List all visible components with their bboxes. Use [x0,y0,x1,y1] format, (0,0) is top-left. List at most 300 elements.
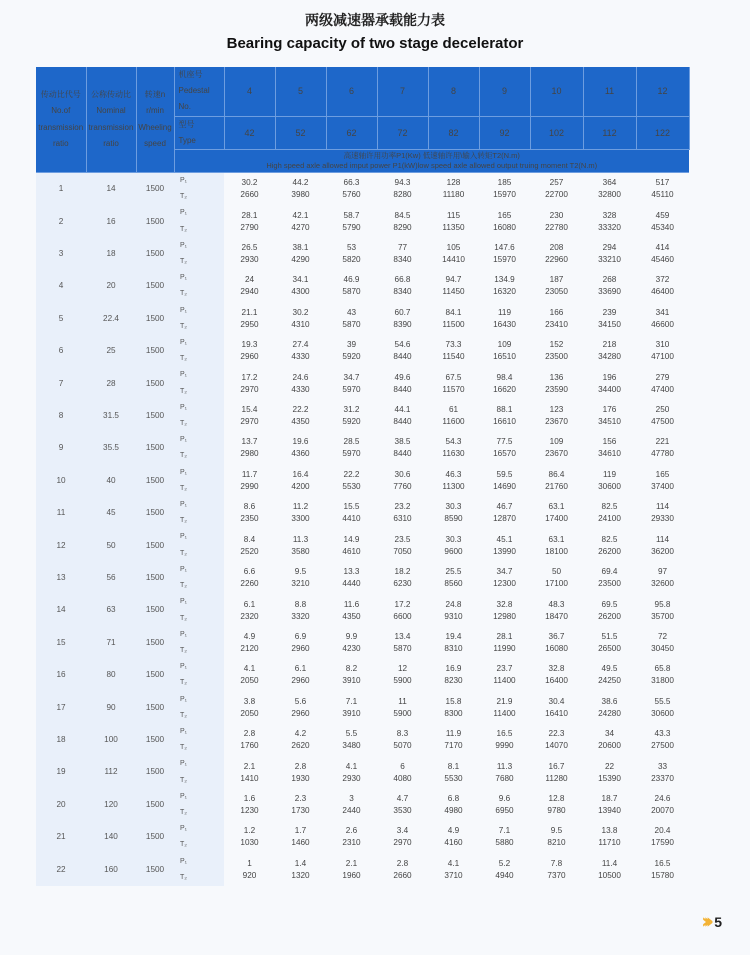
speed-cell: 1500 [136,173,174,206]
p1-value: 115 [446,210,461,220]
t2-label: T₂ [174,513,224,529]
p1-value: 1.7 [294,826,307,836]
p1-label: P₁ [174,173,224,190]
t2-value: 5790 [342,222,361,232]
t2-value: 5070 [393,741,412,751]
t2-value: 26200 [598,546,621,556]
table-row [36,367,689,383]
t2-value: 2960 [291,643,310,653]
nominal-ratio-cell: 16 [86,205,136,237]
p1-label: P₁ [174,465,224,481]
t2-value: 4080 [393,773,412,783]
pedestal-cell: 12 [636,67,689,116]
t2-value: 23370 [651,773,674,783]
p1-value: 4.2 [294,729,307,739]
ratio-no-cell: 12 [36,529,86,561]
p1-value: 28.1 [241,210,258,220]
t2-value: 22700 [545,190,568,200]
t2-value: 6230 [393,579,412,589]
p1-value: 11.3 [496,761,513,771]
pedestal-label-en: Pedestal No. [178,86,210,112]
t2-value: 4230 [342,643,361,653]
t2-label: T₂ [174,643,224,659]
nominal-ratio-cell: 112 [86,756,136,788]
p1-label: P₁ [174,562,224,578]
p1-value: 54.6 [394,340,411,350]
t2-value: 3910 [342,676,361,686]
t2-value: 3580 [291,546,310,556]
p1-value: 30.2 [241,178,258,188]
t2-value: 8210 [547,838,566,848]
p1-value: 11.7 [241,469,258,479]
p1-value: 20.4 [654,826,671,836]
t2-value: 6600 [393,611,412,621]
p1-value: 13.3 [343,567,360,577]
t2-value: 46400 [651,287,674,297]
nominal-ratio-cell: 100 [86,724,136,756]
t2-value: 24280 [598,708,621,718]
type-label-cn: 型号 [178,119,195,129]
p1-value: 4.1 [447,858,460,868]
t2-value: 16410 [545,708,568,718]
p1-value: 30.6 [394,469,411,479]
p1-value: 147.6 [494,243,515,253]
ratio-no-cell: 20 [36,789,86,821]
p1-value: 4.1 [243,664,256,674]
speed-cell: 1500 [136,270,174,302]
type-label [174,116,224,149]
t2-value: 1030 [240,838,259,848]
p1-label: P₁ [174,205,224,221]
t2-label: T₂ [174,611,224,627]
chevron-right-icon: ››› [701,909,708,933]
p1-value: 58.7 [343,210,360,220]
p1-value: 44.2 [292,178,309,188]
p1-label: P₁ [174,594,224,610]
ratio-no-cell: 9 [36,432,86,464]
table-row [36,756,689,772]
t2-value: 16080 [493,222,516,232]
p1-value: 23.7 [496,664,513,674]
p1-value: 27.4 [292,340,309,350]
t2-value: 23500 [545,352,568,362]
t2-value: 5870 [393,643,412,653]
p1-value: 185 [497,178,512,188]
type-cell: 52 [275,116,326,149]
p1-value: 38.5 [394,437,411,447]
t2-value: 5920 [342,417,361,427]
t2-value: 12980 [493,611,516,621]
p1-value: 6.1 [243,599,256,609]
t2-value: 8230 [444,676,463,686]
table-row [36,659,689,675]
speed-cell: 1500 [136,756,174,788]
p1-value: 7.8 [550,858,563,868]
speed-cell: 1500 [136,335,174,367]
p1-value: 63.1 [548,502,565,512]
t2-label: T₂ [174,740,224,756]
t2-value: 30600 [598,481,621,491]
p1-label: P₁ [174,659,224,675]
p1-value: 294 [602,243,617,253]
units-note-en: High speed axle allowed imput power P1(kW)low speed axle allowed output truing moment T2(N.m) [266,161,598,171]
p1-value: 328 [602,210,617,220]
ratio-no-cell: 2 [36,205,86,237]
t2-label: T₂ [174,773,224,789]
t2-value: 8340 [393,255,412,265]
ratio-no-cell: 18 [36,724,86,756]
p1-value: 61 [448,405,459,415]
t2-value: 9310 [444,611,463,621]
t2-value: 33210 [598,255,621,265]
p1-value: 54.3 [445,437,462,447]
p1-value: 21.1 [241,307,258,317]
p1-label: P₁ [174,529,224,545]
p1-value: 250 [655,405,670,415]
t2-value: 34150 [598,319,621,329]
t2-value: 2120 [240,643,259,653]
t2-value: 11630 [442,449,465,459]
p1-value: 3.4 [396,826,409,836]
p1-value: 66.3 [343,178,360,188]
type-cell: 82 [428,116,479,149]
p1-value: 86.4 [548,469,565,479]
table-body [36,173,689,886]
p1-value: 119 [602,469,617,479]
t2-value: 2970 [240,384,259,394]
table-row [36,692,689,708]
p1-value: 97 [657,567,668,577]
nominal-ratio-cell: 80 [86,659,136,691]
p1-value: 13.7 [241,437,258,447]
p1-value: 2.1 [243,761,256,771]
nominal-ratio-cell: 14 [86,173,136,206]
type-cell: 62 [326,116,377,149]
table-row [36,724,689,740]
p1-value: 24 [244,275,255,285]
t2-value: 24250 [598,676,621,686]
t2-value: 5880 [495,838,514,848]
p1-value: 8.4 [243,534,256,544]
t2-value: 11600 [442,417,465,427]
ratio-no-header [36,67,86,173]
speed-cell: 1500 [136,724,174,756]
t2-value: 2970 [393,838,412,848]
p1-value: 15.4 [241,405,258,415]
type-label-en: Type [178,135,196,145]
table-row [36,497,689,513]
speed-cell: 1500 [136,367,174,399]
p1-value: 4.1 [345,761,358,771]
t2-value: 17400 [545,514,568,524]
table-row [36,205,689,221]
t2-label: T₂ [174,870,224,886]
nominal-ratio-cell: 28 [86,367,136,399]
t2-value: 2350 [240,514,259,524]
p1-value: 187 [549,275,564,285]
p1-value: 73.3 [445,340,462,350]
pedestal-cell: 6 [326,67,377,116]
t2-value: 16570 [493,449,516,459]
t2-value: 7370 [547,870,566,880]
t2-value: 5900 [393,708,412,718]
t2-value: 11570 [442,384,465,394]
p1-value: 4.9 [243,631,256,641]
t2-value: 47400 [651,384,674,394]
t2-value: 1410 [240,773,259,783]
p1-value: 1.2 [243,826,256,836]
t2-value: 13940 [598,805,621,815]
t2-value: 3320 [291,611,310,621]
t2-value: 920 [242,870,257,880]
p1-value: 11 [398,696,407,706]
p1-value: 30.3 [445,502,462,512]
p1-value: 414 [655,243,670,253]
p1-value: 341 [655,307,670,317]
p1-label: P₁ [174,432,224,448]
t2-value: 8310 [444,643,463,653]
p1-value: 6.1 [294,664,307,674]
pedestal-cell: 10 [530,67,583,116]
p1-value: 50 [551,567,562,577]
units-note [174,150,689,173]
p1-value: 46.3 [445,469,462,479]
p1-value: 2.3 [294,793,307,803]
p1-label: P₁ [174,854,224,870]
t2-value: 30600 [651,708,674,718]
t2-value: 4350 [342,611,361,621]
t2-value: 14070 [545,741,568,751]
t2-value: 2950 [240,319,259,329]
t2-value: 2960 [291,676,310,686]
p1-value: 230 [549,210,564,220]
t2-value: 8340 [393,287,412,297]
p1-value: 69.4 [601,567,618,577]
ratio-no-cell: 3 [36,238,86,270]
p1-value: 19.4 [445,631,462,641]
t2-value: 16400 [545,676,568,686]
p1-value: 46.9 [343,275,360,285]
t2-value: 35700 [651,611,674,621]
t2-value: 11450 [442,287,465,297]
speed-header [136,67,174,173]
t2-value: 32600 [651,579,674,589]
p1-value: 65.8 [654,664,671,674]
t2-value: 2620 [291,741,310,751]
p1-value: 2.8 [396,858,409,868]
t2-label: T₂ [174,351,224,367]
table-row [36,627,689,643]
speed-cell: 1500 [136,238,174,270]
t2-value: 2660 [393,870,412,880]
t2-value: 2260 [240,579,259,589]
p1-value: 30.2 [292,307,309,317]
p1-value: 94.7 [445,275,462,285]
t2-value: 4940 [495,870,514,880]
p1-value: 36.7 [548,631,565,641]
p1-value: 459 [655,210,670,220]
p1-value: 77 [397,243,408,253]
t2-value: 1960 [342,870,361,880]
table-row [36,594,689,610]
t2-value: 2310 [342,838,361,848]
t2-value: 2790 [240,222,259,232]
p1-value: 218 [602,340,617,350]
p1-value: 16.5 [496,729,513,739]
p1-value: 18.7 [601,793,618,803]
t2-value: 3910 [342,708,361,718]
nominal-ratio-header-en: Nominal transmission ratio [88,106,134,148]
t2-value: 7050 [393,546,412,556]
p1-value: 136 [549,372,564,382]
t2-value: 5820 [342,255,361,265]
p1-value: 156 [602,437,617,447]
t2-value: 3980 [291,190,310,200]
t2-value: 47100 [651,352,674,362]
t2-value: 2050 [240,708,259,718]
t2-value: 33320 [598,222,621,232]
ratio-no-cell: 13 [36,562,86,594]
p1-value: 23.2 [394,502,411,512]
t2-value: 16430 [493,319,516,329]
t2-value: 21760 [545,481,568,491]
t2-value: 16610 [493,417,516,427]
ratio-no-cell: 4 [36,270,86,302]
ratio-no-cell: 19 [36,756,86,788]
speed-cell: 1500 [136,400,174,432]
t2-value: 5920 [342,352,361,362]
p1-value: 239 [602,307,617,317]
p1-value: 77.5 [496,437,513,447]
speed-cell: 1500 [136,465,174,497]
t2-value: 4290 [291,255,310,265]
t2-value: 37400 [651,481,674,491]
t2-label: T₂ [174,384,224,400]
t2-label: T₂ [174,546,224,562]
t2-value: 8280 [393,190,412,200]
t2-value: 11990 [493,643,516,653]
speed-cell: 1500 [136,854,174,886]
page-number: 5 [714,914,722,930]
p1-label: P₁ [174,270,224,286]
t2-value: 4270 [291,222,310,232]
table-row [36,789,689,805]
ratio-no-cell: 14 [36,594,86,626]
t2-value: 34610 [598,449,621,459]
speed-cell: 1500 [136,529,174,561]
p1-value: 372 [655,275,670,285]
t2-value: 47780 [651,449,674,459]
t2-value: 8290 [393,222,412,232]
t2-value: 11280 [545,773,568,783]
p1-label: P₁ [174,400,224,416]
nominal-ratio-cell: 31.5 [86,400,136,432]
nominal-ratio-cell: 63 [86,594,136,626]
p1-value: 9.9 [345,631,358,641]
t2-value: 11180 [442,190,465,200]
p1-value: 34.7 [343,372,360,382]
t2-value: 16320 [493,287,516,297]
nominal-ratio-cell: 18 [86,238,136,270]
p1-value: 279 [655,372,670,382]
p1-value: 18.2 [394,567,411,577]
p1-value: 24.6 [654,793,671,803]
p1-value: 109 [497,340,512,350]
t2-value: 3480 [342,741,361,751]
p1-value: 22.3 [548,729,565,739]
p1-value: 11.4 [601,858,618,868]
t2-value: 9780 [547,805,566,815]
t2-value: 3300 [291,514,310,524]
p1-value: 66.8 [394,275,411,285]
p1-value: 4.7 [396,793,409,803]
t2-value: 5760 [342,190,361,200]
t2-label: T₂ [174,222,224,238]
t2-value: 1760 [240,741,259,751]
p1-value: 25.5 [445,567,462,577]
p1-value: 34.7 [496,567,513,577]
page-title-en: Bearing capacity of two stage decelerator [226,35,524,52]
t2-label: T₂ [174,448,224,464]
ratio-no-cell: 21 [36,821,86,853]
t2-value: 4440 [342,579,361,589]
p1-value: 22.2 [343,469,360,479]
p1-value: 98.4 [496,372,513,382]
t2-value: 5970 [342,384,361,394]
nominal-ratio-cell: 45 [86,497,136,529]
p1-value: 38.6 [601,696,618,706]
t2-value: 5530 [444,773,463,783]
p1-value: 5.2 [498,858,511,868]
p1-value: 69.5 [601,599,618,609]
p1-value: 49.6 [394,372,411,382]
t2-value: 15780 [651,870,674,880]
t2-value: 5900 [393,676,412,686]
t2-value: 2990 [240,481,259,491]
t2-value: 36200 [651,546,674,556]
t2-value: 11540 [442,352,465,362]
p1-label: P₁ [174,756,224,772]
p1-value: 3 [349,793,354,803]
t2-value: 7760 [393,481,412,491]
ratio-no-cell: 22 [36,854,86,886]
t2-value: 23050 [545,287,568,297]
table-row [36,270,689,286]
t2-value: 23670 [545,417,568,427]
nominal-ratio-cell: 140 [86,821,136,853]
t2-value: 30450 [651,643,674,653]
p1-value: 82.5 [601,502,618,512]
p1-value: 84.1 [445,307,462,317]
t2-value: 23670 [545,449,568,459]
p1-label: P₁ [174,789,224,805]
speed-header-cn: 转速n r/min [144,90,166,116]
ratio-no-header-en: No.of transmission ratio [38,106,84,148]
pedestal-label [174,67,224,116]
t2-value: 13990 [493,546,516,556]
speed-cell: 1500 [136,821,174,853]
t2-value: 1460 [291,838,310,848]
p1-label: P₁ [174,238,224,254]
t2-value: 31800 [651,676,674,686]
p1-value: 5.5 [345,729,358,739]
t2-value: 16510 [493,352,516,362]
t2-value: 5530 [342,481,361,491]
t2-value: 5970 [342,449,361,459]
t2-value: 11710 [598,838,621,848]
t2-value: 4300 [291,287,310,297]
p1-value: 6 [400,761,405,771]
